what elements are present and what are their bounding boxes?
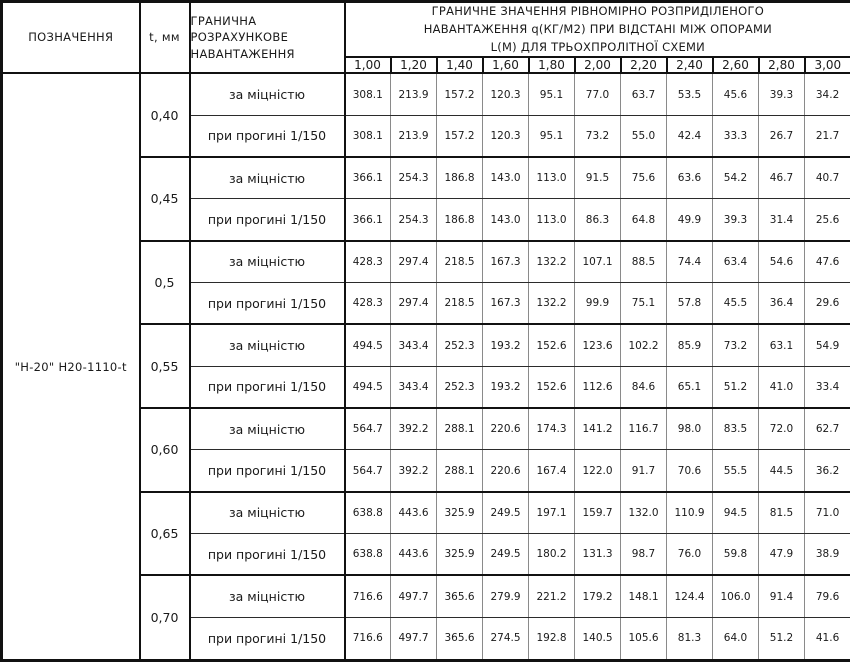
cell-value: 716.6 — [345, 617, 391, 660]
cell-value: 167.4 — [529, 450, 575, 492]
cell-value: 218.5 — [437, 283, 483, 325]
cell-value: 132.2 — [529, 283, 575, 325]
cell-value: 62.7 — [805, 408, 850, 450]
cell-value: 21.7 — [805, 115, 850, 157]
cell-thickness: 0,40 — [140, 73, 190, 157]
cell-value: 53.5 — [667, 73, 713, 115]
cell-value: 252.3 — [437, 324, 483, 366]
cell-value: 63.7 — [621, 73, 667, 115]
cell-value: 140.5 — [575, 617, 621, 660]
cell-value: 213.9 — [391, 73, 437, 115]
cell-value: 91.5 — [575, 157, 621, 199]
cell-value: 152.6 — [529, 366, 575, 408]
cell-value: 113.0 — [529, 199, 575, 241]
cell-value: 74.4 — [667, 241, 713, 283]
cell-value: 179.2 — [575, 575, 621, 617]
cell-value: 63.1 — [759, 324, 805, 366]
cell-value: 197.1 — [529, 492, 575, 534]
cell-value: 132.2 — [529, 241, 575, 283]
cell-designation: "Н-20" Н20-1110-t — [2, 73, 140, 660]
cell-value: 55.0 — [621, 115, 667, 157]
cell-value: 167.3 — [483, 283, 529, 325]
header-span-1-80: 1,80 — [529, 57, 575, 73]
cell-value: 54.6 — [759, 241, 805, 283]
cell-value: 297.4 — [391, 283, 437, 325]
cell-value: 36.2 — [805, 450, 850, 492]
header-span-1-40: 1,40 — [437, 57, 483, 73]
cell-value: 42.4 — [667, 115, 713, 157]
cell-value: 64.0 — [713, 617, 759, 660]
cell-criterion: за міцністю — [190, 241, 345, 283]
cell-value: 141.2 — [575, 408, 621, 450]
cell-value: 39.3 — [759, 73, 805, 115]
cell-value: 38.9 — [805, 534, 850, 576]
header-span-title — [345, 2, 850, 58]
cell-value: 159.7 — [575, 492, 621, 534]
cell-value: 72.0 — [759, 408, 805, 450]
cell-value: 59.8 — [713, 534, 759, 576]
cell-value: 110.9 — [667, 492, 713, 534]
cell-value: 51.2 — [759, 617, 805, 660]
cell-value: 33.4 — [805, 366, 850, 408]
cell-value: 148.1 — [621, 575, 667, 617]
cell-value: 26.7 — [759, 115, 805, 157]
header-span-2-00: 2,00 — [575, 57, 621, 73]
cell-value: 716.6 — [345, 575, 391, 617]
cell-value: 25.6 — [805, 199, 850, 241]
cell-value: 143.0 — [483, 157, 529, 199]
cell-value: 297.4 — [391, 241, 437, 283]
cell-value: 76.0 — [667, 534, 713, 576]
cell-value: 252.3 — [437, 366, 483, 408]
cell-value: 443.6 — [391, 492, 437, 534]
table-row — [2, 73, 850, 115]
cell-criterion: за міцністю — [190, 575, 345, 617]
cell-value: 638.8 — [345, 534, 391, 576]
cell-value: 29.6 — [805, 283, 850, 325]
cell-value: 106.0 — [713, 575, 759, 617]
cell-thickness: 0,45 — [140, 157, 190, 241]
cell-value: 77.0 — [575, 73, 621, 115]
cell-thickness: 0,70 — [140, 575, 190, 660]
header-span-1-60: 1,60 — [483, 57, 529, 73]
cell-value: 88.5 — [621, 241, 667, 283]
cell-thickness: 0,5 — [140, 241, 190, 325]
cell-value: 193.2 — [483, 366, 529, 408]
cell-value: 81.3 — [667, 617, 713, 660]
cell-value: 44.5 — [759, 450, 805, 492]
cell-value: 152.6 — [529, 324, 575, 366]
cell-value: 98.7 — [621, 534, 667, 576]
cell-value: 49.9 — [667, 199, 713, 241]
cell-value: 116.7 — [621, 408, 667, 450]
cell-value: 428.3 — [345, 241, 391, 283]
header-criterion-line1: ГРАНИЧНА — [190, 13, 257, 28]
cell-criterion: при прогині 1/150 — [190, 366, 345, 408]
cell-value: 174.3 — [529, 408, 575, 450]
cell-value: 75.6 — [621, 157, 667, 199]
cell-value: 33.3 — [713, 115, 759, 157]
cell-value: 186.8 — [437, 157, 483, 199]
cell-value: 366.1 — [345, 199, 391, 241]
cell-value: 63.6 — [667, 157, 713, 199]
cell-value: 46.7 — [759, 157, 805, 199]
cell-value: 288.1 — [437, 408, 483, 450]
cell-criterion: за міцністю — [190, 73, 345, 115]
header-span-1-00: 1,00 — [345, 57, 391, 73]
cell-value: 112.6 — [575, 366, 621, 408]
cell-value: 81.5 — [759, 492, 805, 534]
cell-value: 91.4 — [759, 575, 805, 617]
cell-value: 51.2 — [713, 366, 759, 408]
cell-value: 120.3 — [483, 115, 529, 157]
cell-value: 193.2 — [483, 324, 529, 366]
cell-value: 343.4 — [391, 324, 437, 366]
cell-value: 564.7 — [345, 408, 391, 450]
cell-value: 167.3 — [483, 241, 529, 283]
cell-value: 124.4 — [667, 575, 713, 617]
cell-value: 99.9 — [575, 283, 621, 325]
cell-value: 83.5 — [713, 408, 759, 450]
cell-value: 143.0 — [483, 199, 529, 241]
cell-value: 308.1 — [345, 73, 391, 115]
cell-value: 288.1 — [437, 450, 483, 492]
cell-value: 105.6 — [621, 617, 667, 660]
cell-value: 31.4 — [759, 199, 805, 241]
cell-value: 64.8 — [621, 199, 667, 241]
cell-criterion: за міцністю — [190, 408, 345, 450]
cell-value: 71.0 — [805, 492, 850, 534]
header-criterion-line3: НАВАНТАЖЕННЯ — [190, 47, 295, 62]
header-span-3-00: 3,00 — [805, 57, 850, 73]
cell-value: 213.9 — [391, 115, 437, 157]
cell-value: 95.1 — [529, 115, 575, 157]
header-designation: ПОЗНАЧЕННЯ — [2, 2, 140, 74]
cell-value: 220.6 — [483, 450, 529, 492]
cell-criterion: при прогині 1/150 — [190, 450, 345, 492]
cell-value: 497.7 — [391, 617, 437, 660]
cell-value: 75.1 — [621, 283, 667, 325]
cell-value: 157.2 — [437, 73, 483, 115]
cell-value: 494.5 — [345, 366, 391, 408]
cell-value: 55.5 — [713, 450, 759, 492]
table-header — [2, 2, 850, 74]
header-criterion — [190, 2, 345, 74]
cell-value: 249.5 — [483, 492, 529, 534]
header-span-2-40: 2,40 — [667, 57, 713, 73]
cell-value: 113.0 — [529, 157, 575, 199]
cell-value: 494.5 — [345, 324, 391, 366]
header-span-1-20: 1,20 — [391, 57, 437, 73]
cell-value: 443.6 — [391, 534, 437, 576]
cell-value: 157.2 — [437, 115, 483, 157]
cell-value: 84.6 — [621, 366, 667, 408]
cell-value: 366.1 — [345, 157, 391, 199]
header-thickness: t, мм — [140, 2, 190, 74]
cell-value: 47.6 — [805, 241, 850, 283]
span-title-line2: НАВАНТАЖЕННЯ q(КГ/М2) ПРИ ВІДСТАНІ МІЖ ОПОРАМИ — [423, 21, 772, 36]
cell-criterion: при прогині 1/150 — [190, 115, 345, 157]
span-title-line1: ГРАНИЧНЕ ЗНАЧЕННЯ РІВНОМІРНО РОЗПРИДІЛЕНОГО — [431, 4, 765, 18]
cell-value: 98.0 — [667, 408, 713, 450]
cell-value: 221.2 — [529, 575, 575, 617]
cell-value: 249.5 — [483, 534, 529, 576]
cell-value: 91.7 — [621, 450, 667, 492]
cell-value: 192.8 — [529, 617, 575, 660]
span-title-line3: L(М) ДЛЯ ТРЬОХПРОЛІТНОЇ СХЕМИ — [490, 39, 706, 54]
cell-value: 39.3 — [713, 199, 759, 241]
cell-value: 274.5 — [483, 617, 529, 660]
cell-value: 564.7 — [345, 450, 391, 492]
cell-value: 34.2 — [805, 73, 850, 115]
cell-value: 428.3 — [345, 283, 391, 325]
table-body — [2, 73, 850, 660]
cell-value: 73.2 — [713, 324, 759, 366]
cell-value: 85.9 — [667, 324, 713, 366]
cell-value: 186.8 — [437, 199, 483, 241]
cell-thickness: 0,60 — [140, 408, 190, 492]
cell-criterion: при прогині 1/150 — [190, 617, 345, 660]
cell-criterion: за міцністю — [190, 492, 345, 534]
header-span-2-80: 2,80 — [759, 57, 805, 73]
cell-criterion: за міцністю — [190, 324, 345, 366]
cell-value: 365.6 — [437, 617, 483, 660]
header-span-2-20: 2,20 — [621, 57, 667, 73]
cell-value: 497.7 — [391, 575, 437, 617]
cell-value: 86.3 — [575, 199, 621, 241]
cell-value: 180.2 — [529, 534, 575, 576]
cell-value: 218.5 — [437, 241, 483, 283]
cell-thickness: 0,55 — [140, 324, 190, 408]
cell-value: 392.2 — [391, 450, 437, 492]
cell-value: 79.6 — [805, 575, 850, 617]
cell-value: 254.3 — [391, 157, 437, 199]
cell-value: 279.9 — [483, 575, 529, 617]
cell-value: 122.0 — [575, 450, 621, 492]
cell-value: 308.1 — [345, 115, 391, 157]
cell-value: 45.5 — [713, 283, 759, 325]
cell-value: 54.9 — [805, 324, 850, 366]
cell-value: 102.2 — [621, 324, 667, 366]
cell-value: 131.3 — [575, 534, 621, 576]
cell-value: 132.0 — [621, 492, 667, 534]
cell-criterion: за міцністю — [190, 157, 345, 199]
cell-value: 343.4 — [391, 366, 437, 408]
cell-value: 107.1 — [575, 241, 621, 283]
cell-value: 365.6 — [437, 575, 483, 617]
cell-value: 36.4 — [759, 283, 805, 325]
cell-value: 70.6 — [667, 450, 713, 492]
cell-value: 94.5 — [713, 492, 759, 534]
cell-thickness: 0,65 — [140, 492, 190, 576]
cell-value: 65.1 — [667, 366, 713, 408]
cell-value: 325.9 — [437, 492, 483, 534]
cell-value: 54.2 — [713, 157, 759, 199]
cell-value: 123.6 — [575, 324, 621, 366]
cell-criterion: при прогині 1/150 — [190, 283, 345, 325]
header-row-top — [2, 2, 850, 58]
header-span-2-60: 2,60 — [713, 57, 759, 73]
cell-value: 254.3 — [391, 199, 437, 241]
cell-value: 325.9 — [437, 534, 483, 576]
cell-value: 392.2 — [391, 408, 437, 450]
cell-value: 40.7 — [805, 157, 850, 199]
cell-criterion: при прогині 1/150 — [190, 534, 345, 576]
cell-value: 73.2 — [575, 115, 621, 157]
cell-value: 47.9 — [759, 534, 805, 576]
cell-criterion: при прогині 1/150 — [190, 199, 345, 241]
cell-value: 45.6 — [713, 73, 759, 115]
cell-value: 57.8 — [667, 283, 713, 325]
cell-value: 41.0 — [759, 366, 805, 408]
cell-value: 41.6 — [815, 632, 840, 645]
cell-value: 220.6 — [483, 408, 529, 450]
header-criterion-line2: РОЗРАХУНКОВЕ — [190, 30, 289, 45]
cell-value: 63.4 — [713, 241, 759, 283]
cell-value: 95.1 — [529, 73, 575, 115]
cell-value: 120.3 — [483, 73, 529, 115]
cell-value: 638.8 — [345, 492, 391, 534]
